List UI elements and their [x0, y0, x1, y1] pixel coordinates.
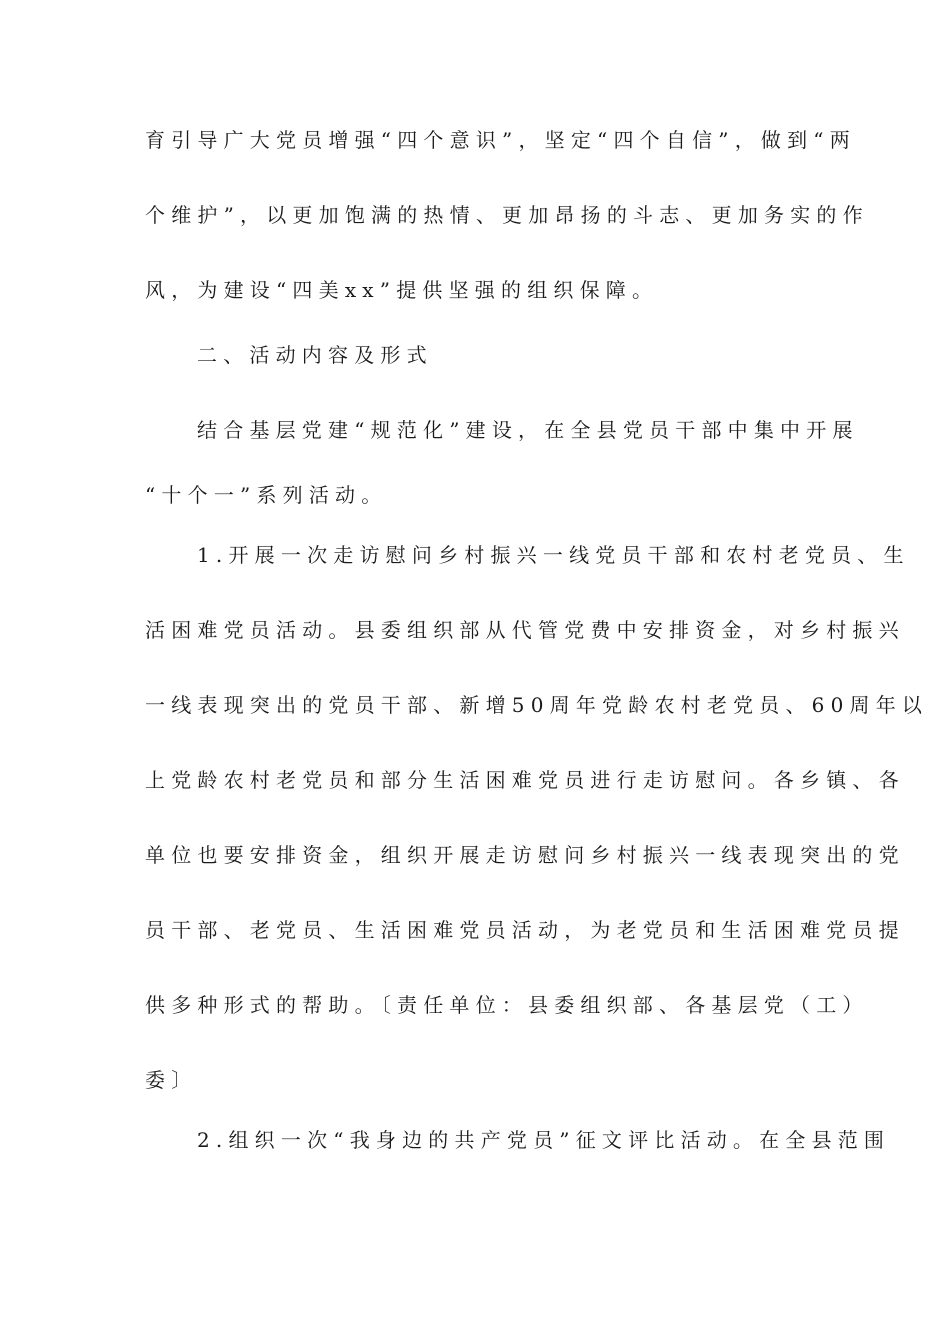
body-text-line: 上党龄农村老党员和部分生活困难党员进行走访慰问。各乡镇、各 — [145, 768, 905, 792]
body-text-line: 个维护”，以更加饱满的热情、更加昂扬的斗志、更加务实的作 — [145, 203, 869, 227]
body-text-line: 委〕 — [145, 1068, 198, 1092]
body-text-line: “十个一”系列活动。 — [145, 483, 388, 507]
list-item-1-first-line: 1.开展一次走访慰问乡村振兴一线党员干部和农村老党员、生 — [197, 543, 910, 567]
body-text-line: 育引导广大党员增强“四个意识”，坚定“四个自信”，做到“两 — [145, 128, 856, 152]
body-text-line: 风，为建设“四美xx”提供坚强的组织保障。 — [145, 278, 659, 302]
paragraph-first-line: 结合基层党建“规范化”建设，在全县党员干部中集中开展 — [197, 418, 859, 442]
body-text-line: 供多种形式的帮助。〔责任单位：县委组织部、各基层党（工） — [145, 993, 869, 1017]
body-text-line: 单位也要安排资金，组织开展走访慰问乡村振兴一线表现突出的党 — [145, 843, 905, 867]
body-text-line: 员干部、老党员、生活困难党员活动，为老党员和生活困难党员提 — [145, 918, 905, 942]
section-heading: 二、活动内容及形式 — [197, 343, 433, 367]
list-item-2-first-line: 2.组织一次“我身边的共产党员”征文评比活动。在全县范围 — [197, 1128, 891, 1152]
body-text-line: 活困难党员活动。县委组织部从代管党费中安排资金，对乡村振兴 — [145, 618, 905, 642]
body-text-line: 一线表现突出的党员干部、新增50周年党龄农村老党员、60周年以 — [145, 693, 929, 717]
